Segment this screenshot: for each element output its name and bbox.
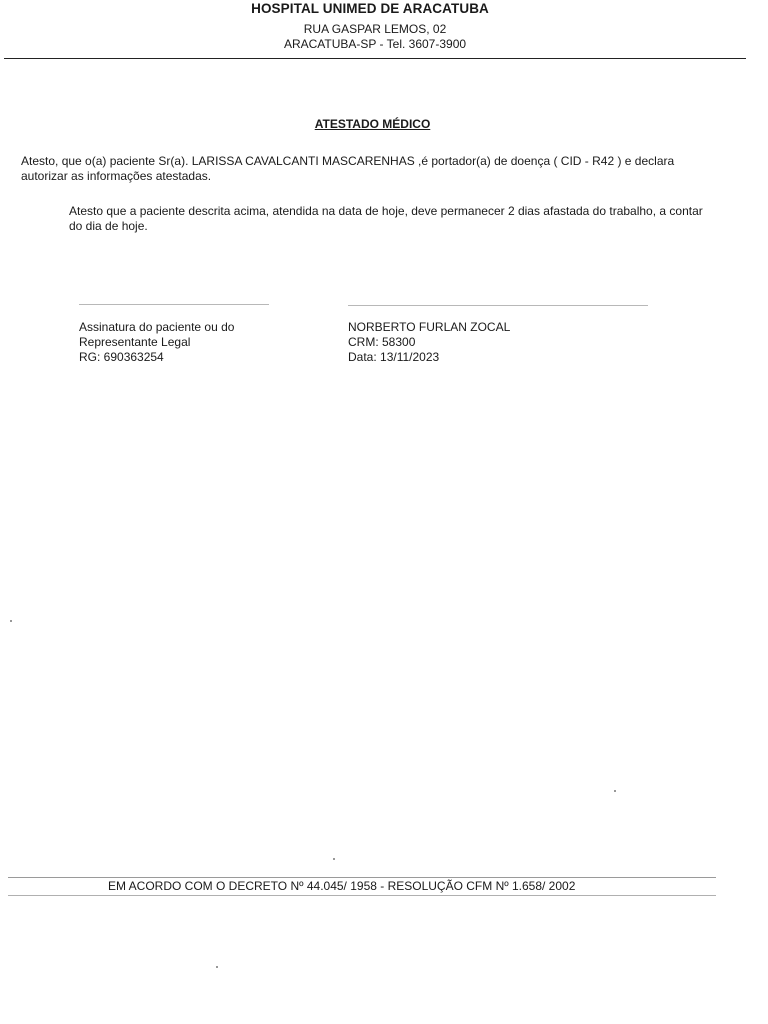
footer-divider-bottom (8, 895, 716, 896)
doctor-name: NORBERTO FURLAN ZOCAL (348, 320, 511, 334)
patient-signature-label: Assinatura do paciente ou do (79, 320, 235, 334)
patient-signature-block (79, 320, 299, 365)
leave-paragraph: Atesto que a paciente descrita acima, atendida na data de hoje, deve permanecer 2 dias afastada do trabalho, a contar do dia de hoje. (69, 204, 703, 233)
doctor-signature-block (348, 320, 608, 365)
hospital-address-city-phone: ARACATUBA-SP - Tel. 3607-3900 (283, 37, 467, 51)
scan-speck (216, 966, 218, 968)
legal-footer: EM ACORDO COM O DECRETO Nº 44.045/ 1958 - RESOLUÇÃO CFM Nº 1.658/ 2002 (108, 879, 576, 893)
hospital-name: HOSPITAL UNIMED DE ARACATUBA (251, 1, 489, 16)
scan-speck (10, 620, 12, 622)
patient-rg: RG: 690363254 (79, 350, 164, 364)
doctor-crm: CRM: 58300 (348, 335, 416, 349)
footer-divider-top (8, 877, 716, 878)
attestation-paragraph: Atesto, que o(a) paciente Sr(a). LARISSA CAVALCANTI MASCARENHAS ,é portador(a) de doença ( CID - R42 ) e declara autorizar as informações atestadas. (21, 154, 675, 183)
hospital-address-street: RUA GASPAR LEMOS, 02 (303, 22, 447, 36)
patient-signature-line (79, 304, 269, 305)
doctor-signature-line (348, 305, 648, 306)
scan-speck (333, 858, 335, 860)
legal-representative-label: Representante Legal (79, 335, 191, 349)
certificate-date: Data: 13/11/2023 (348, 350, 440, 364)
document-title: ATESTADO MÉDICO (314, 117, 431, 131)
header-divider (4, 58, 746, 59)
scan-speck (614, 790, 616, 792)
